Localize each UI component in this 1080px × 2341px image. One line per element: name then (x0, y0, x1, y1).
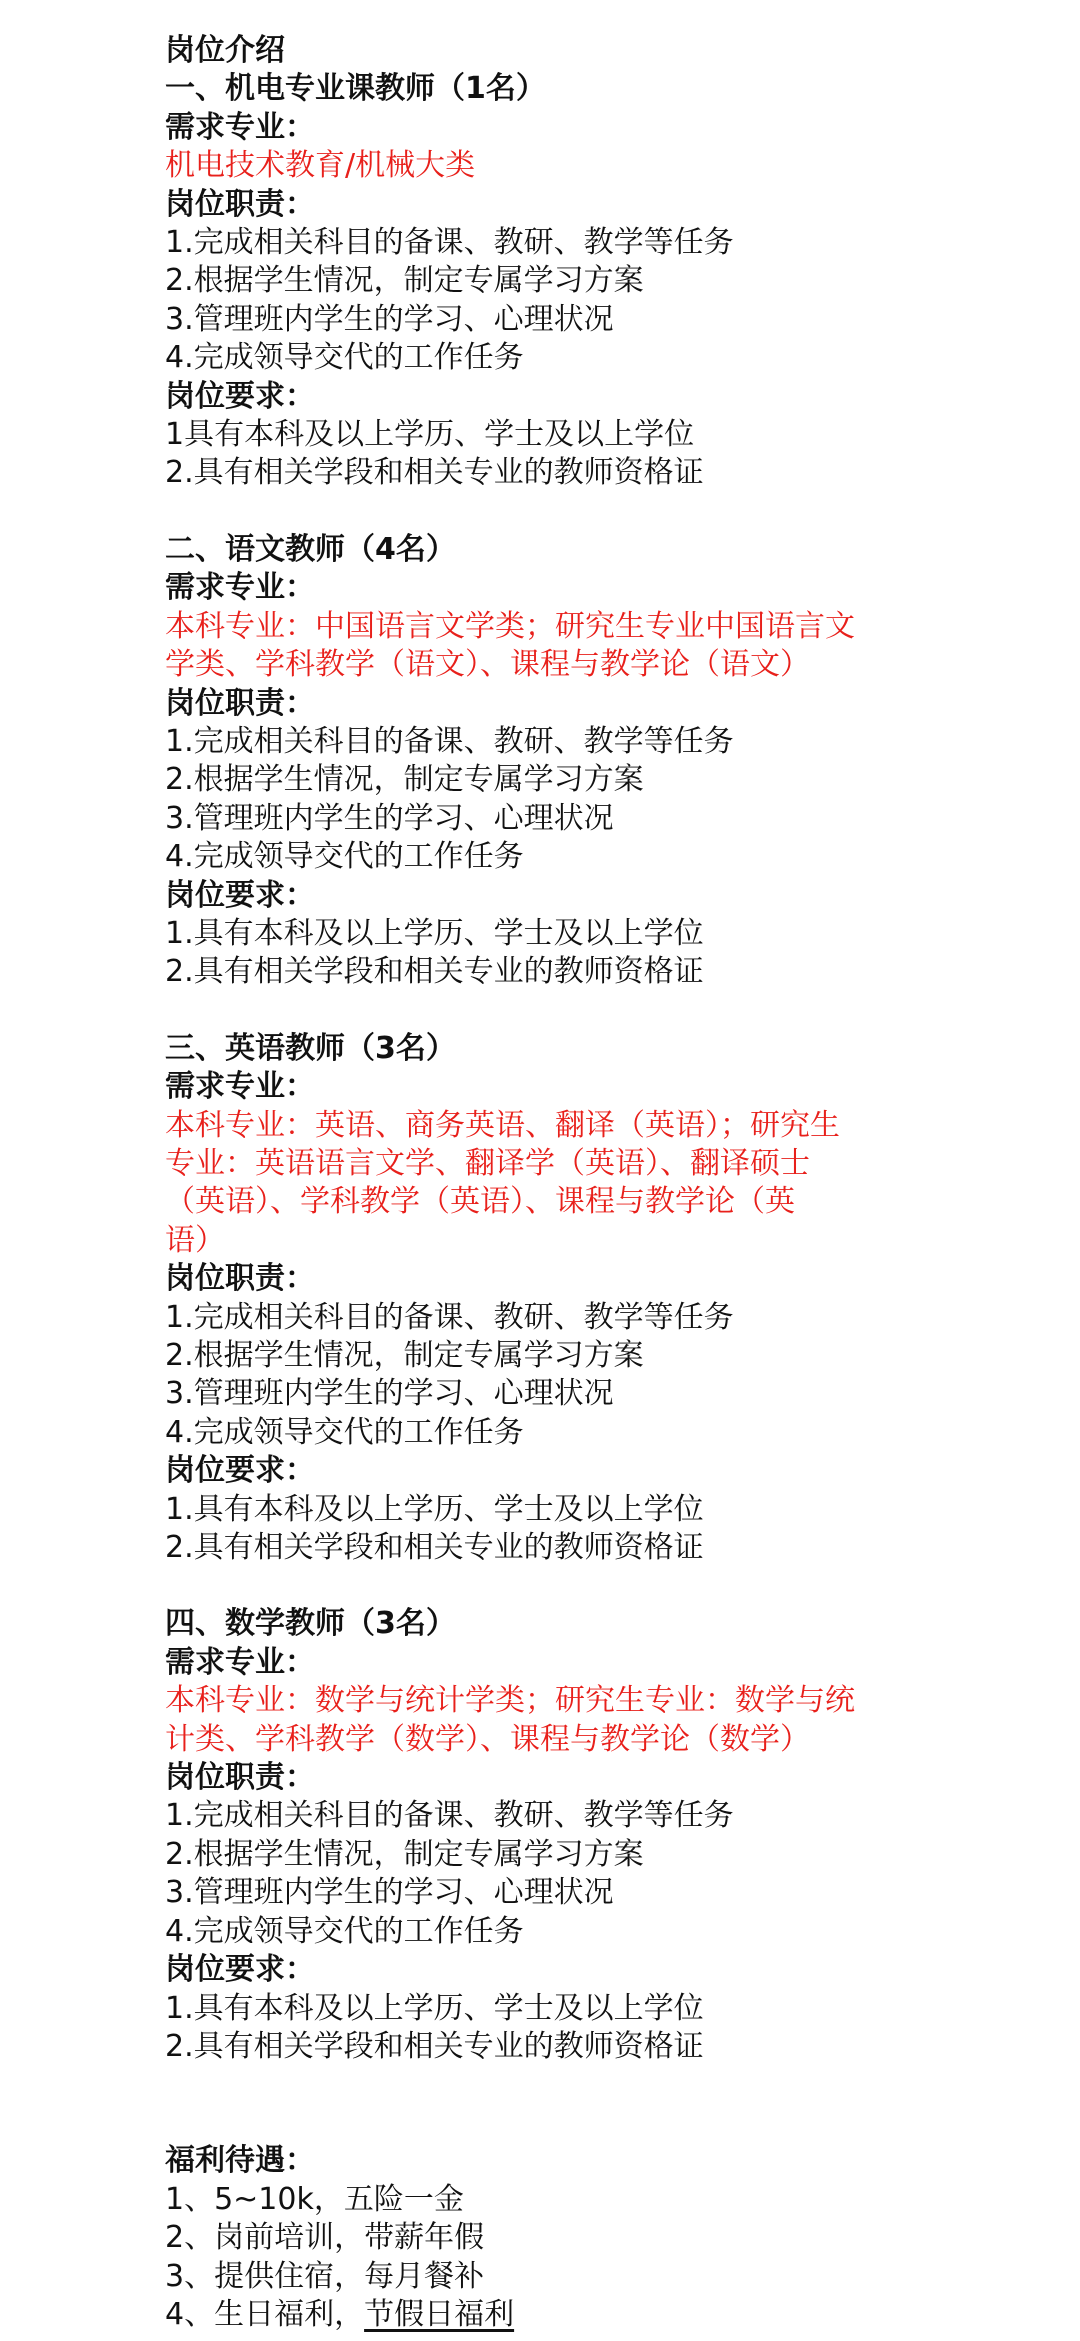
job-document (165, 32, 935, 2334)
position-section (165, 531, 935, 992)
requirement-item: 1具有本科及以上学历、学士及以上学位 (165, 417, 695, 453)
document-title: 岗位介绍 (165, 33, 285, 68)
requirement-item: 1.具有本科及以上学历、学士及以上学位 (165, 1491, 704, 1527)
duty-item: 2.根据学生情况，制定专属学习方案 (165, 1338, 644, 1373)
major-line: 本科专业：英语、商务英语、翻译（英语）；研究生 (165, 1107, 840, 1143)
benefits-section (165, 2142, 935, 2334)
duty-item: 2.根据学生情况，制定专属学习方案 (165, 762, 644, 798)
major-line: 本科专业：中国语言文学类；研究生专业中国语言文 (165, 608, 855, 644)
benefit-item-text: 4、生日福利， (165, 2296, 365, 2332)
major-label: 需求专业： (165, 109, 315, 145)
duty-item: 4.完成领导交代的工作任务 (165, 1913, 524, 1949)
position-section (165, 1605, 935, 2066)
duty-item: 1.完成相关科目的备课、教研、教学等任务 (165, 723, 734, 759)
duties-label: 岗位职责： (165, 1261, 315, 1297)
position-heading: 三、英语教师（3名） (165, 1030, 456, 1066)
duties-label: 岗位职责： (165, 685, 315, 721)
requirement-item: 2.具有相关学段和相关专业的教师资格证 (165, 2028, 704, 2064)
position-heading: 一、机电专业课教师（1名） (165, 71, 546, 107)
duty-item: 3.管理班内学生的学习、心理状况 (165, 1875, 614, 1911)
duty-item: 1.完成相关科目的备课、教研、教学等任务 (165, 1299, 734, 1335)
position-section (165, 70, 935, 492)
duty-item: 2.根据学生情况，制定专属学习方案 (165, 263, 644, 299)
requirement-item: 1.具有本科及以上学历、学士及以上学位 (165, 1990, 704, 2026)
duty-item: 3.管理班内学生的学习、心理状况 (165, 1376, 614, 1412)
requirement-item: 2.具有相关学段和相关专业的教师资格证 (165, 954, 704, 990)
duty-item: 1.完成相关科目的备课、教研、教学等任务 (165, 1798, 734, 1834)
benefit-item-last (165, 2296, 935, 2334)
position-heading: 二、语文教师（4名） (165, 531, 456, 567)
section-spacer (165, 1567, 935, 1605)
major-line: （英语）、学科教学（英语）、课程与教学论（英 (165, 1184, 795, 1220)
duty-item: 2.根据学生情况，制定专属学习方案 (165, 1836, 644, 1872)
benefits-title: 福利待遇： (165, 2143, 315, 2179)
benefit-item: 2、岗前培训，带薪年假 (165, 2220, 485, 2256)
duty-item: 3.管理班内学生的学习、心理状况 (165, 301, 614, 337)
duty-item: 3.管理班内学生的学习、心理状况 (165, 800, 614, 836)
major-label: 需求专业： (165, 1644, 315, 1680)
major-line: 学类、学科教学（语文）、课程与教学论（语文） (165, 647, 810, 683)
requirement-item: 2.具有相关学段和相关专业的教师资格证 (165, 455, 704, 491)
requirement-item: 1.具有本科及以上学历、学士及以上学位 (165, 915, 704, 951)
requirements-label: 岗位要求： (165, 1453, 315, 1489)
major-label: 需求专业： (165, 570, 315, 606)
section-spacer (165, 2066, 935, 2142)
major-line: 专业：英语语言文学、翻译学（英语）、翻译硕士 (165, 1145, 810, 1181)
major-line: 机电技术教育/机械大类 (165, 148, 476, 184)
duty-item: 4.完成领导交代的工作任务 (165, 839, 524, 875)
major-line: 计类、学科教学（数学）、课程与教学论（数学） (165, 1721, 810, 1757)
duty-item: 4.完成领导交代的工作任务 (165, 1414, 524, 1450)
position-heading: 四、数学教师（3名） (165, 1606, 456, 1642)
duty-item: 4.完成领导交代的工作任务 (165, 340, 524, 376)
duties-label: 岗位职责： (165, 1760, 315, 1796)
section-spacer (165, 493, 935, 531)
requirements-label: 岗位要求： (165, 1952, 315, 1988)
holiday-benefit-underlined: 节假日福利 (364, 2296, 515, 2332)
duty-item: 1.完成相关科目的备课、教研、教学等任务 (165, 225, 734, 261)
benefit-item: 1、5~10k，五险一金 (165, 2181, 464, 2217)
benefit-item: 3、提供住宿，每月餐补 (165, 2258, 485, 2294)
major-label: 需求专业： (165, 1069, 315, 1105)
requirements-label: 岗位要求： (165, 877, 315, 913)
position-section (165, 1030, 935, 1568)
major-line: 本科专业：数学与统计学类；研究生专业：数学与统 (165, 1683, 855, 1719)
requirements-label: 岗位要求： (165, 378, 315, 414)
requirement-item: 2.具有相关学段和相关专业的教师资格证 (165, 1530, 704, 1566)
duties-label: 岗位职责： (165, 186, 315, 222)
section-spacer (165, 992, 935, 1030)
major-line: 语） (165, 1222, 225, 1258)
